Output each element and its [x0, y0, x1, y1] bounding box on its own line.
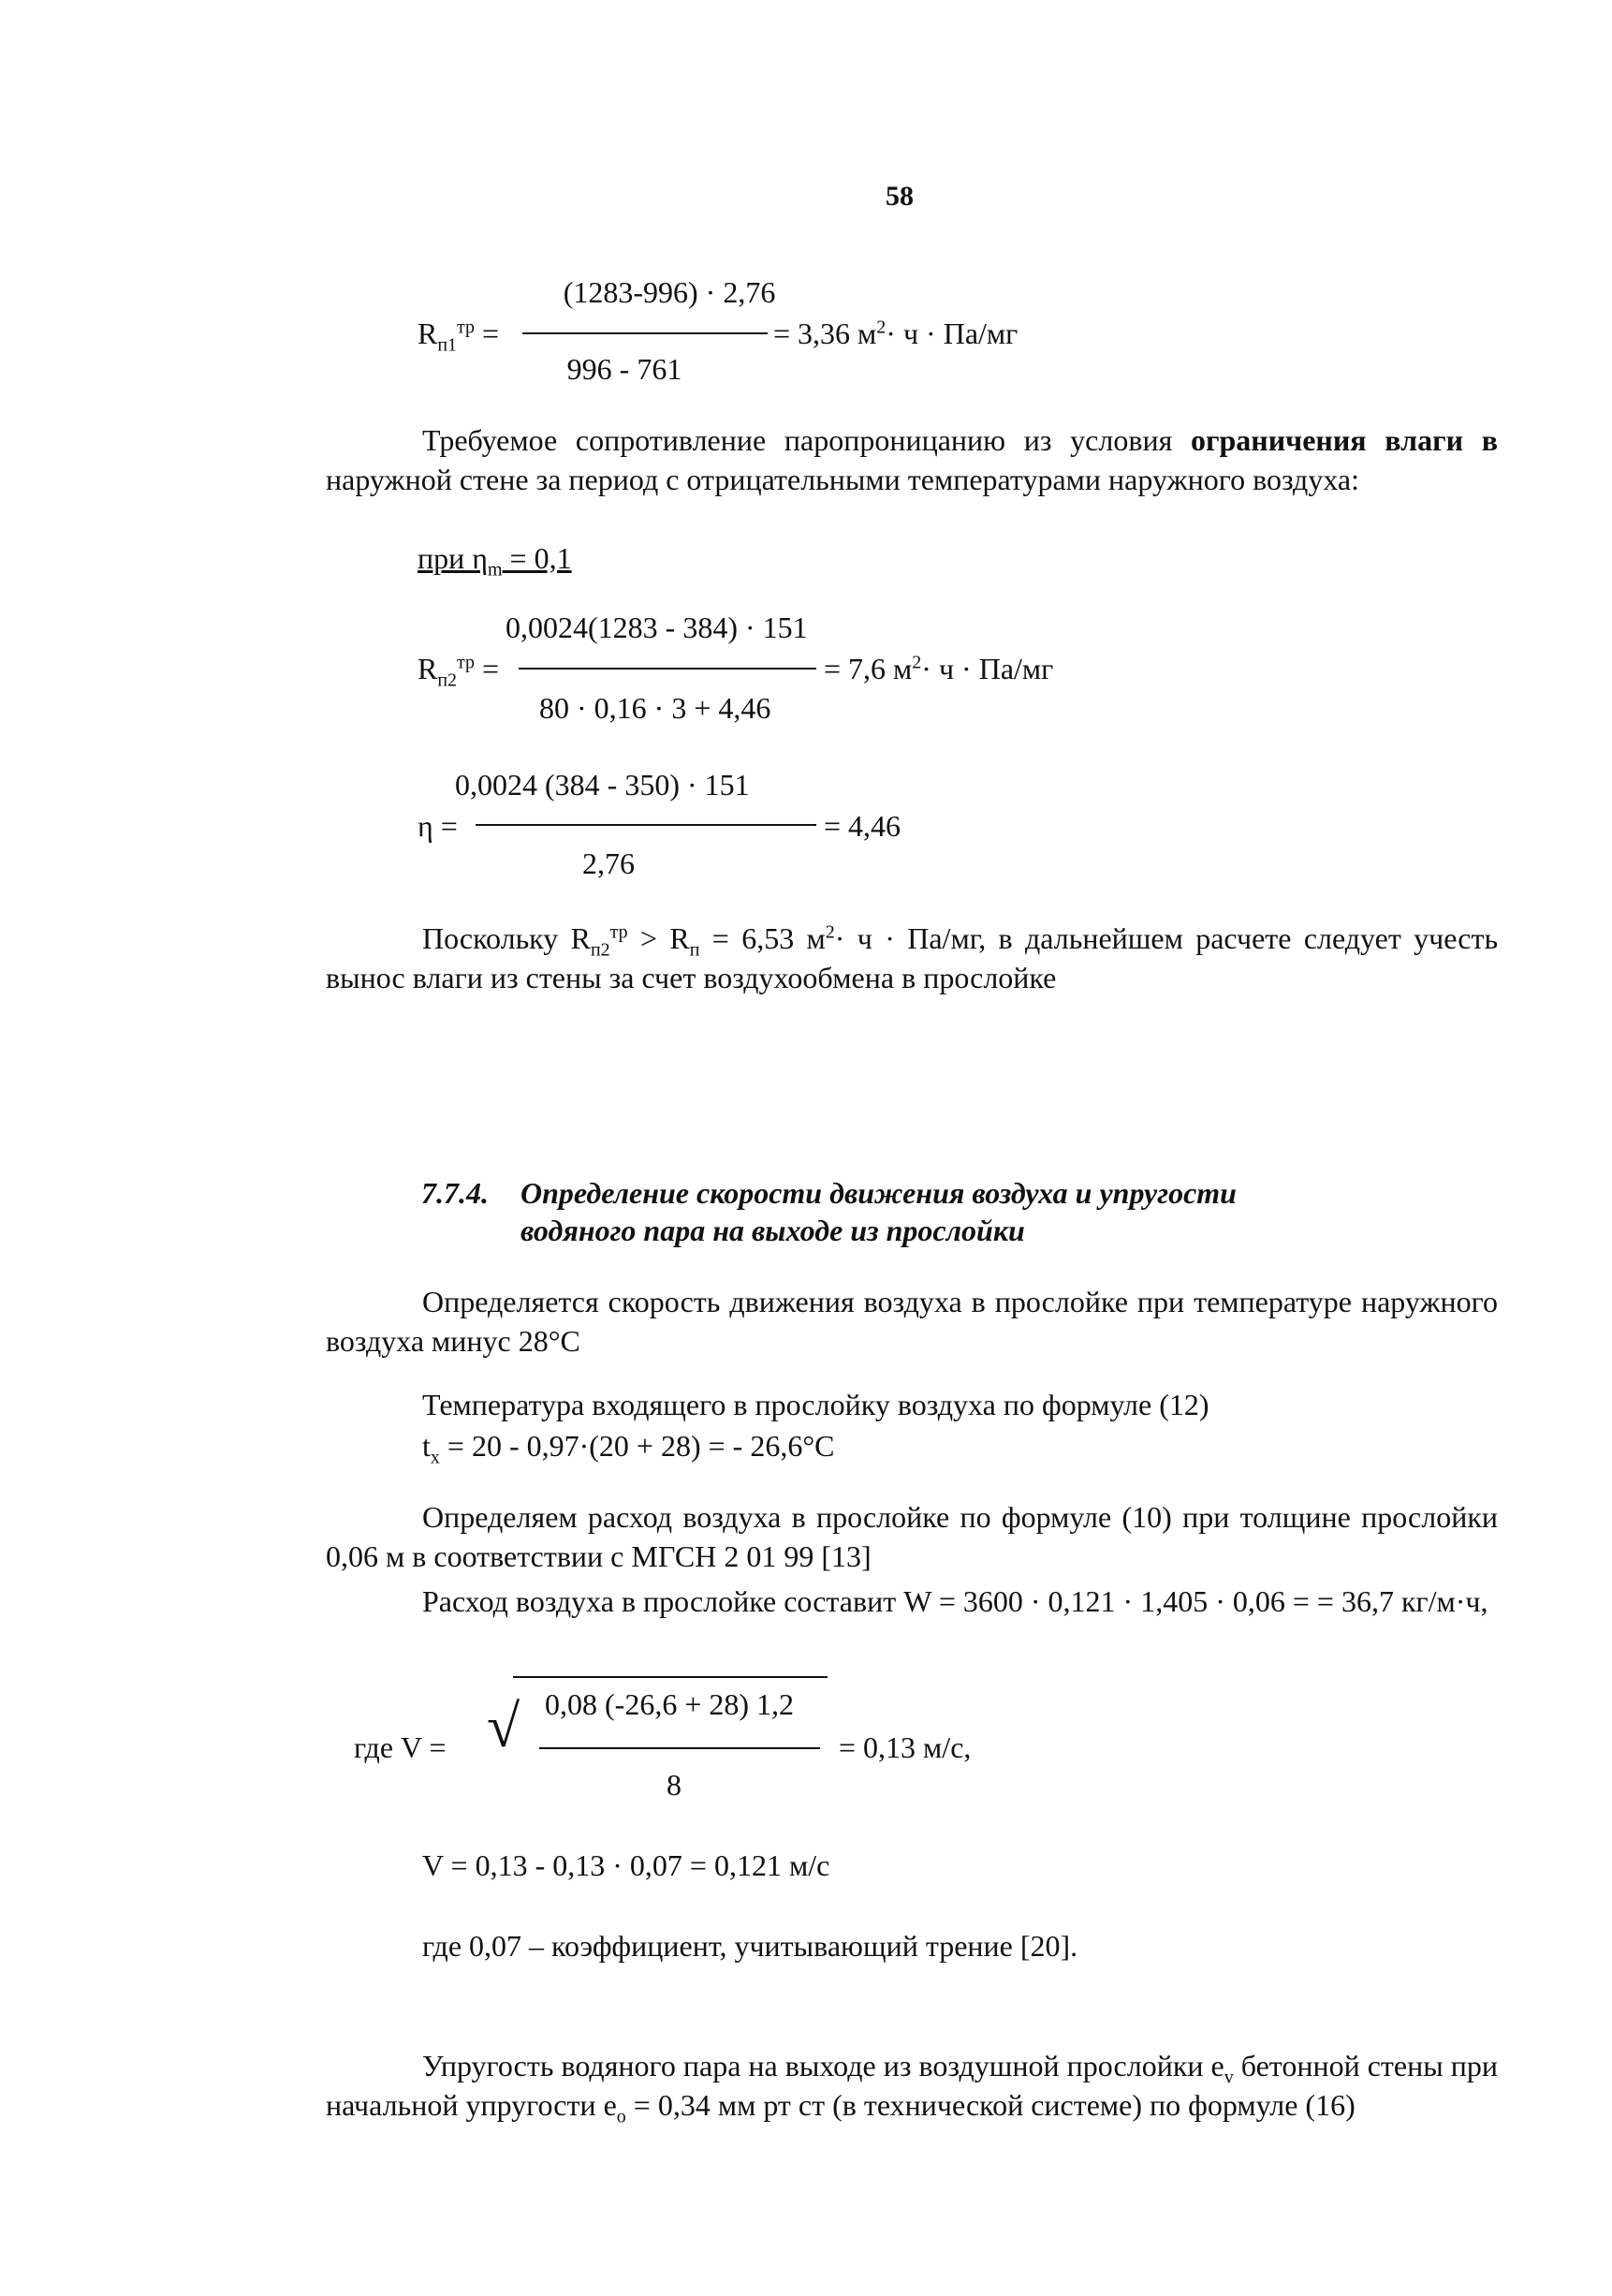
paragraph-air-flow-result: Расход воздуха в прослойке составит W = 3600 · 0,121 · 1,405 · 0,06 = = 36,7 кг/м·ч,: [422, 1584, 1488, 1618]
formula-1-result: = 3,36 $м^2\cdot ч \cdot Па/мг$: [773, 316, 1018, 350]
sqrt-symbol: √: [487, 1693, 520, 1759]
formula-3-numerator: 0,0024 (384 - 350) · 151: [455, 768, 750, 802]
formula-4-numerator: 0,08 (-26,6 + 28) 1,2: [545, 1687, 795, 1721]
formula-2-denominator: 80 · 0,16 · 3 + 4,46: [539, 691, 771, 725]
paragraph-air-speed: Определяется скорость движения воздуха в прослойке при температуре наружного воздуха минус 28°С: [326, 1285, 1498, 1358]
paragraph-vapor-pressure: Упругость водяного пара на выходе из воздушной прослойки $e_v$ бетонной стены при начальной упругости $e_о = 0,34$ мм рт ст (в технической системе) по формуле (16): [326, 2049, 1499, 2127]
paragraph-temperature-line-1: Температура входящего в прослойку воздуха по формуле (12): [422, 1388, 1209, 1421]
paragraph-air-flow: Определяем расход воздуха в прослойке по формуле (10) при толщине прослойки 0,06 м в соответствии с МГСН 2 01 99 [13]: [326, 1500, 1498, 1573]
formula-3-lhs: η =: [418, 809, 458, 843]
formula-4-result: = 0,13 м/с,: [839, 1730, 972, 1764]
paragraph-temperature-line-2: $t_x = 20 - 0,97\cdot(20 + 28)$ = - 26,6°С: [422, 1429, 835, 1468]
paragraph-vapor-resistance: Требуемое сопротивление паропроницанию из условия ограничения влаги в наружной стене за период с отрицательными температурами наружного воздуха:: [326, 423, 1499, 496]
formula-1-lhs: $R_{п1}^{тр}$ =: [418, 316, 500, 356]
section-title-line-1: Определение скорости движения воздуха и упругости: [520, 1176, 1237, 1210]
formula-4-fraction-bar: [539, 1747, 820, 1749]
section-title-line-2: водяного пара на выходе из прослойки: [520, 1214, 1025, 1247]
formula-4-radical-overline: [513, 1676, 828, 1678]
formula-1-numerator: (1283-996) · 2,76: [563, 275, 776, 309]
formula-1-denominator: 996 - 761: [566, 352, 682, 386]
formula-3-result: = 4,46: [824, 809, 901, 843]
formula-2-fraction-bar: [519, 668, 816, 670]
formula-2-numerator: 0,0024(1283 - 384) · 151: [506, 611, 808, 644]
formula-1-fraction-bar: [522, 332, 768, 334]
formula-4-prefix: где V =: [354, 1730, 447, 1764]
velocity-calculation: V = 0,13 - 0,13 · 0,07 = 0,121 м/с: [422, 1848, 830, 1882]
page-number: 58: [886, 181, 914, 212]
condition-eta: при $\eta_m = 0,1$: [418, 541, 572, 581]
formula-3-denominator: 2,76: [582, 846, 635, 880]
formula-2-lhs: $R_{п2}^{тр}$ =: [418, 652, 500, 691]
formula-3-fraction-bar: [476, 824, 816, 826]
friction-coefficient-note: где 0,07 – коэффициент, учитывающий трение [20].: [422, 1929, 1078, 1963]
formula-4-denominator: 8: [667, 1768, 681, 1802]
paragraph-conclusion: Поскольку $R_{п2}^{тр} > R_п = 6,53$ $м^2\cdot ч \cdot Па/мг$, в дальнейшем расчете следует учесть вынос влаги из стены за счет воздухообмена в прослойке: [326, 921, 1499, 994]
section-number: 7.7.4.: [421, 1176, 489, 1210]
formula-2-result: = 7,6 $м^2\cdot ч \cdot Па/мг$: [824, 652, 1054, 685]
